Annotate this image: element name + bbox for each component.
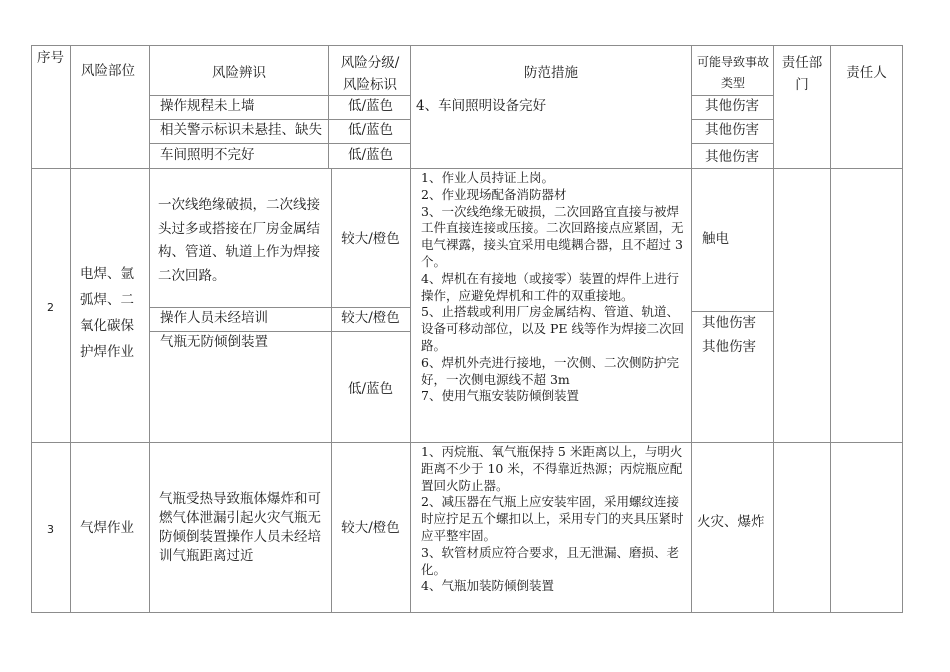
header-no: 序号 [37, 50, 64, 66]
measures-list [421, 444, 689, 612]
measure-item: 5、止搭载或利用厂房金属结构、管道、轨道、设备可移动部位，以及 PE 线等作为焊接二次回路。 [421, 304, 684, 353]
measure-item: 4、车间照明设备完好 [416, 98, 547, 114]
row-number: 2 [47, 301, 54, 314]
risk-item: 相关警示标识未悬挂、缺失 [160, 122, 322, 138]
accident-type: 其他伤害 [705, 122, 759, 138]
accident-type: 其他伤害 [702, 315, 756, 331]
accident-type: 火灾、爆炸 [697, 514, 765, 530]
row-location: 电焊、氩弧焊、二氧化碳保护焊作业 [80, 266, 134, 360]
risk-item: 一次线绝缘破损，二次线接头过多或搭接在厂房金属结构、管道、轨道上作为焊接二次回路。 [158, 197, 320, 284]
measures-list [421, 170, 689, 442]
header-person: 责任人 [846, 65, 887, 81]
risk-level: 低/蓝色 [347, 98, 394, 114]
risk-level: 较大/橙色 [341, 520, 400, 536]
accident-type: 触电 [702, 231, 729, 247]
measure-item: 2、作业现场配备消防器材 [421, 186, 567, 202]
measure-item: 7、使用气瓶安装防倾倒装置 [421, 388, 579, 404]
measure-item: 3、一次线绝缘无破损，二次回路宜直接与被焊工件直接连接或压接。二次回路接点应紧固，无电气裸露，接头宜采用电缆耦合器，且不超过 3 个。 [421, 203, 684, 269]
measure-item: 1、作业人员持证上岗。 [421, 170, 554, 185]
risk-level: 低/蓝色 [347, 147, 394, 163]
header-dept: 责任部门 [781, 55, 823, 93]
header-risk-id: 风险辨识 [212, 65, 266, 81]
risk-level: 较大/橙色 [341, 231, 400, 247]
risk-item: 操作规程未上墙 [160, 98, 255, 114]
header-risk-level: 风险分级/风险标识 [340, 55, 400, 93]
measure-item: 3、软管材质应符合要求，且无泄漏、磨损、老化。 [421, 544, 679, 577]
risk-level: 低/蓝色 [347, 122, 394, 138]
risk-level: 低/蓝色 [347, 381, 394, 397]
measure-item: 2、减压器在气瓶上应安装牢固，采用螺纹连接时应拧足五个螺扣以上，采用专门的夹具压紧时应平整牢固。 [421, 494, 684, 543]
header-measures: 防范措施 [524, 65, 578, 81]
measure-item: 1、丙烷瓶、氧气瓶保持 5 米距离以上，与明火距离不少于 10 米，不得靠近热源；丙烷瓶应配置回火防止器。 [421, 444, 683, 493]
header-location: 风险部位 [81, 63, 135, 79]
risk-item: 气瓶受热导致瓶体爆炸和可燃气体泄漏引起火灾气瓶无防倾倒装置操作人员未经培训气瓶距离过近 [159, 491, 321, 564]
accident-type: 其他伤害 [705, 98, 759, 114]
risk-item: 气瓶无防倾倒装置 [160, 334, 268, 350]
risk-item: 操作人员未经培训 [160, 310, 268, 326]
risk-item: 车间照明不完好 [160, 147, 255, 163]
accident-type: 其他伤害 [705, 149, 759, 165]
measure-item: 4、焊机在有接地（或接零）装置的焊件上进行操作，应避免焊机和工件的双重接地。 [421, 270, 679, 303]
header-accident-type: 可能导致事故类型 [697, 55, 770, 90]
risk-level: 较大/橙色 [341, 310, 400, 326]
row-location: 气焊作业 [80, 520, 134, 536]
measure-item: 6、焊机外壳进行接地，一次侧、二次侧防护完好，一次侧电源线不超 3m [421, 354, 679, 387]
measure-item: 4、气瓶加装防倾倒装置 [421, 578, 554, 594]
accident-type: 其他伤害 [702, 339, 756, 355]
row-number: 3 [47, 523, 54, 536]
